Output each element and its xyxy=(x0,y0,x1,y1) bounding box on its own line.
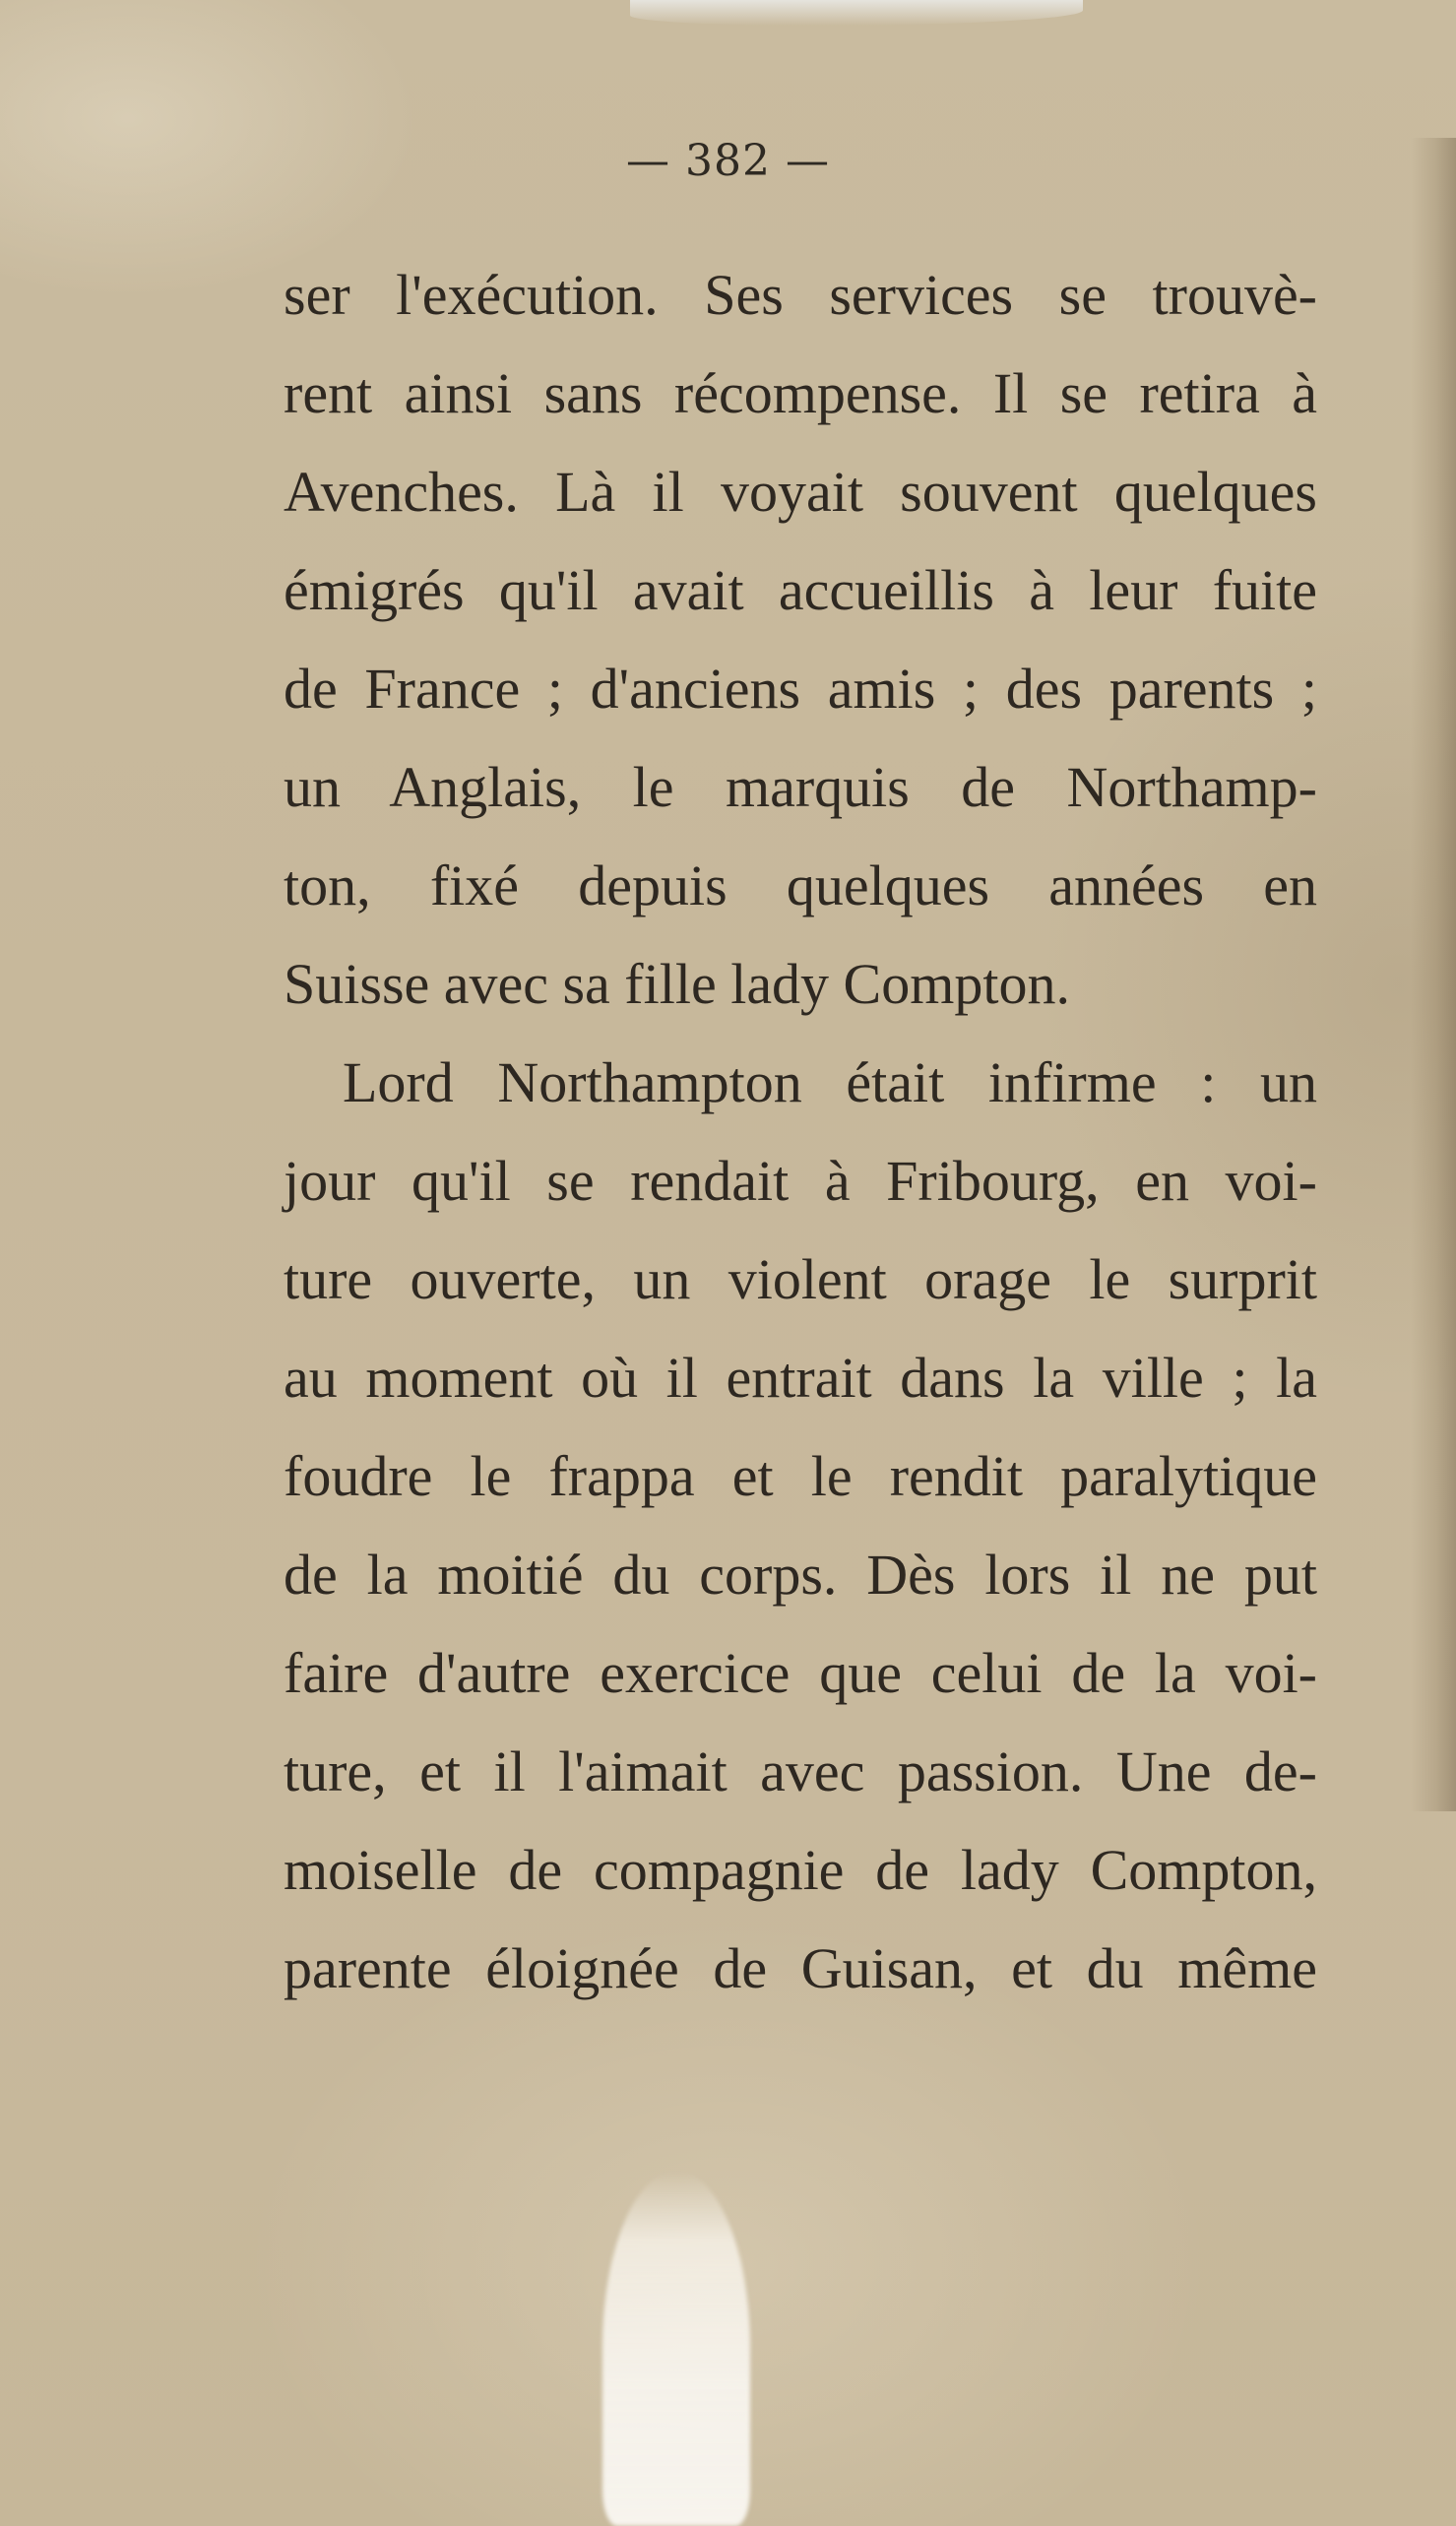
text-line: ton, fixé depuis quelques années en xyxy=(284,853,1317,917)
text-line: foudre le frappa et le rendit paralytique xyxy=(284,1444,1317,1508)
text-line: de la moitié du corps. Dès lors il ne put xyxy=(284,1543,1317,1607)
page-edge-shadow xyxy=(1411,138,1456,1811)
text-line: jour qu'il se rendait à Fribourg, en voi- xyxy=(284,1149,1317,1213)
text-line: ser l'exécution. Ses services se trouvè- xyxy=(284,263,1317,327)
text-line: de France ; d'anciens amis ; des parents ; xyxy=(284,657,1317,721)
text-line: un Anglais, le marquis de Northamp- xyxy=(284,755,1317,819)
text-line: faire d'autre exercice que celui de la voi- xyxy=(284,1641,1317,1705)
text-line: ture ouverte, un violent orage le surprit xyxy=(284,1247,1317,1311)
text-line: parente éloignée de Guisan, et du même xyxy=(284,1936,1317,2000)
paper-tear xyxy=(630,0,1083,26)
text-line: Avenches. Là il voyait souvent quelques xyxy=(284,460,1317,524)
text-line: émigrés qu'il avait accueillis à leur fuite xyxy=(284,558,1317,622)
text-line: moiselle de compagnie de lady Compton, xyxy=(284,1838,1317,1902)
text-line: rent ainsi sans récompense. Il se retira à xyxy=(284,361,1317,425)
text-line: ture, et il l'aimait avec passion. Une de- xyxy=(284,1739,1317,1803)
text-line: Lord Northampton était infirme : un xyxy=(343,1050,1317,1114)
text-line: Suisse avec sa fille lady Compton. xyxy=(284,952,1070,1016)
text-line: au moment où il entrait dans la ville ; la xyxy=(284,1346,1317,1410)
page-number: — 382 — xyxy=(626,136,830,186)
body-text xyxy=(284,246,1317,2018)
paper-stain xyxy=(602,2171,750,2526)
